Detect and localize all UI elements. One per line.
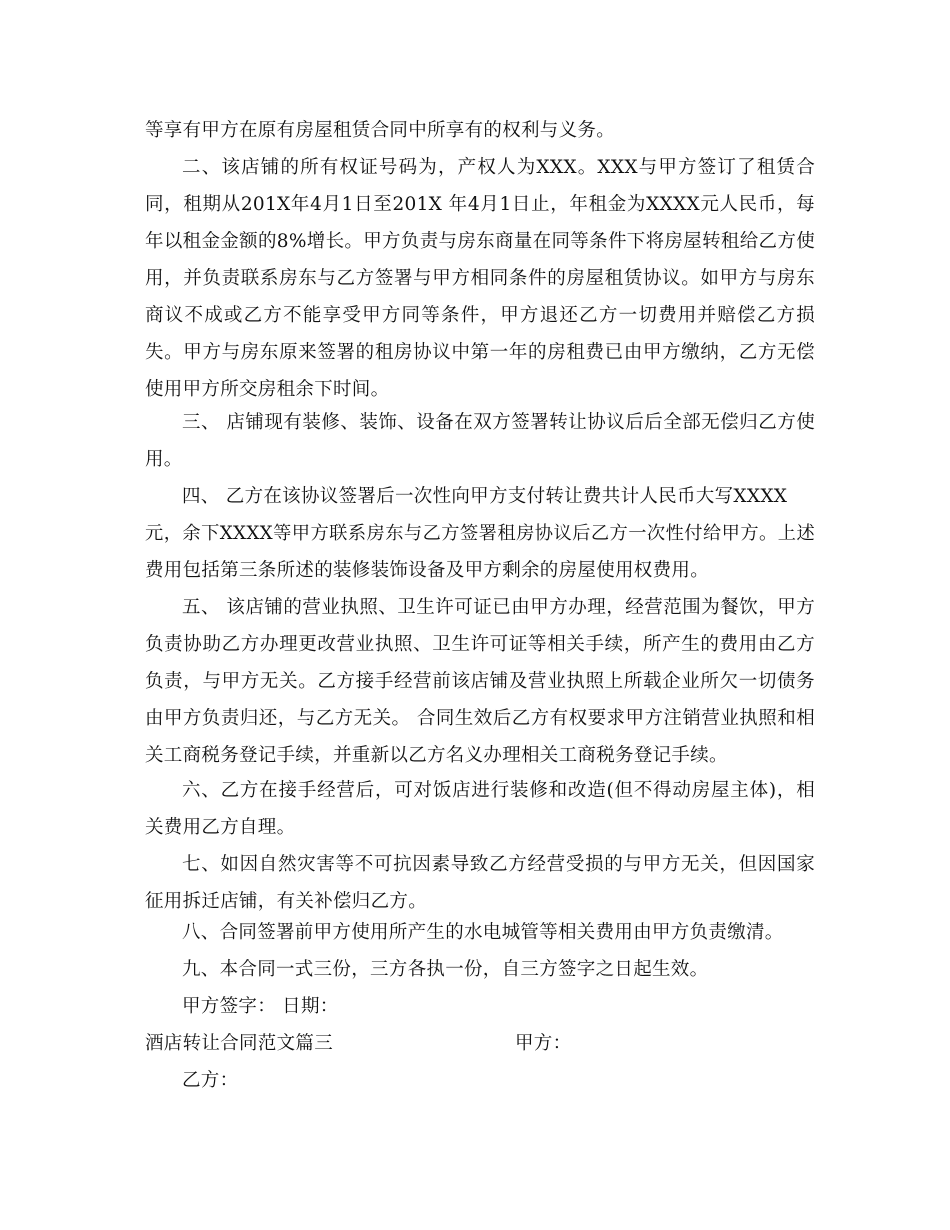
text-line: 用，并负责联系房东与乙方签署与甲方相同条件的房屋租赁协议。如甲方与房东 <box>145 268 815 289</box>
text-line: 年以租金金额的8%增长。甲方负责与房东商量在同等条件下将房屋转租给乙方使 <box>145 231 815 252</box>
text-line: 元，余下XXXX等甲方联系房东与乙方签署租房协议后乙方一次性付给甲方。上述 <box>145 523 815 544</box>
text-line: 二、该店铺的所有权证号码为，产权人为XXX。XXX与甲方签订了租赁合 <box>182 157 815 178</box>
party-a-label: 甲方： <box>515 1033 572 1054</box>
party-b-label: 乙方： <box>182 1070 239 1091</box>
text-line: 八、合同签署前甲方使用所产生的水电城管等相关费用由甲方负责缴清。 <box>182 922 784 943</box>
text-line: 使用甲方所交房租余下时间。 <box>145 379 390 400</box>
text-line: 负责协助乙方办理更改营业执照、卫生许可证等相关手续，所产生的费用由乙方 <box>145 634 815 655</box>
signature-line: 甲方签字： 日期： <box>182 996 339 1017</box>
text-line: 商议不成或乙方不能享受甲方同等条件，甲方退还乙方一切费用并赔偿乙方损 <box>145 305 815 326</box>
text-line: 四、 乙方在该协议签署后一次性向甲方支付转让费共计人民币大写XXXX <box>182 486 788 507</box>
section-heading: 酒店转让合同范文篇三 <box>145 1033 334 1054</box>
text-line: 三、 店铺现有装修、装饰、设备在双方签署转让协议后后全部无偿归乙方使 <box>182 412 815 433</box>
text-line: 用。 <box>145 449 183 470</box>
section-heading-line <box>145 1025 815 1062</box>
text-line: 失。甲方与房东原来签署的租房协议中第一年的房租费已由甲方缴纳，乙方无偿 <box>145 342 815 363</box>
text-line: 九、本合同一式三份，三方各执一份，自三方签字之日起生效。 <box>182 959 709 980</box>
text-line: 关工商税务登记手续，并重新以乙方名义办理相关工商税务登记手续。 <box>145 745 728 766</box>
text-line: 负责，与甲方无关。乙方接手经营前该店铺及营业执照上所载企业所欠一切债务 <box>145 671 815 692</box>
text-line: 征用拆迁店铺，有关补偿归乙方。 <box>145 891 428 912</box>
text-line: 关费用乙方自理。 <box>145 817 296 838</box>
text-line: 等享有甲方在原有房屋租赁合同中所享有的权利与义务。 <box>145 120 616 141</box>
text-line: 五、 该店铺的营业执照、卫生许可证已由甲方办理，经营范围为餐饮，甲方 <box>182 597 815 618</box>
text-line: 费用包括第三条所述的装修装饰设备及甲方剩余的房屋使用权费用。 <box>145 560 710 581</box>
text-line: 由甲方负责归还，与乙方无关。 合同生效后乙方有权要求甲方注销营业执照和相 <box>145 708 815 729</box>
text-line: 六、乙方在接手经营后，可对饭店进行装修和改造(但不得动房屋主体)，相 <box>182 780 815 801</box>
text-line: 同，租期从201X年4月1日至201X 年4月1日止，年租金为XXXX元人民币，每 <box>145 194 815 215</box>
text-line: 七、如因自然灾害等不可抗因素导致乙方经营受损的与甲方无关，但因国家 <box>182 854 815 875</box>
